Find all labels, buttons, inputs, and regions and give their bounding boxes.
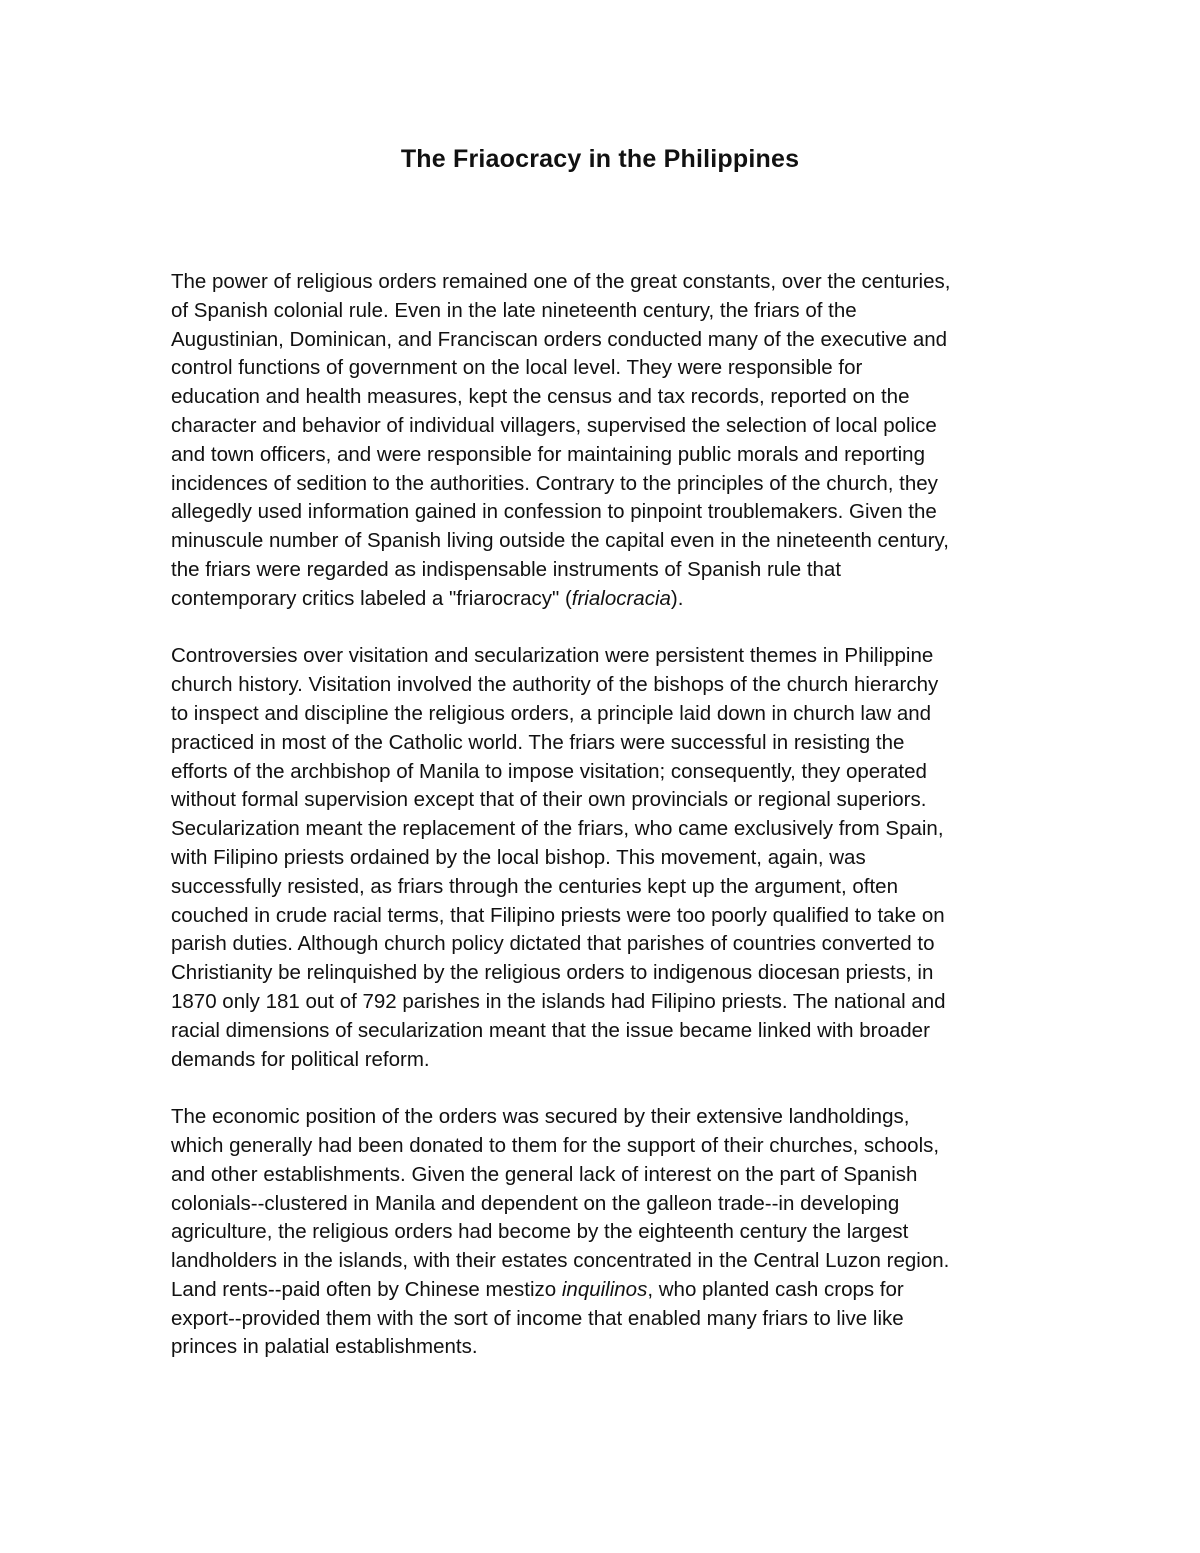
text-line: of Spanish colonial rule. Even in the late nineteenth century, the friars of the: [171, 298, 857, 322]
paragraph-2: [171, 642, 1051, 1074]
text-segment: ).: [670, 586, 684, 610]
text-line: demands for political reform.: [171, 1047, 430, 1071]
text-line: 1870 only 181 out of 792 parishes in the islands had Filipino priests. The national and: [171, 989, 946, 1013]
text-line: practiced in most of the Catholic world. The friars were successful in resisting the: [171, 730, 905, 754]
italic-term: frialocracia: [571, 586, 671, 610]
text-segment: Land rents--paid often by Chinese mestizo: [171, 1277, 562, 1301]
text-line: allegedly used information gained in confession to pinpoint troublemakers. Given the: [171, 500, 937, 524]
paragraph-3: [171, 1103, 1051, 1362]
text-line: Christianity be relinquished by the religious orders to indigenous diocesan priests, in: [171, 961, 934, 985]
text-line: couched in crude racial terms, that Filipino priests were too poorly qualified to take on: [171, 903, 945, 927]
text-line: parish duties. Although church policy dictated that parishes of countries converted to: [171, 932, 935, 956]
text-line: The power of religious orders remained one of the great constants, over the centuries,: [171, 270, 951, 293]
text-line: incidences of sedition to the authorities. Contrary to the principles of the church, they: [171, 471, 938, 495]
text-line: racial dimensions of secularization meant that the issue became linked with broader: [171, 1018, 930, 1042]
text-line-with-italic: [171, 585, 1051, 614]
text-line: and town officers, and were responsible for maintaining public morals and reporting: [171, 442, 925, 466]
text-line: Secularization meant the replacement of the friars, who came exclusively from Spain,: [171, 817, 944, 841]
text-line: colonials--clustered in Manila and dependent on the galleon trade--in developing: [171, 1191, 900, 1215]
text-line: without formal supervision except that of their own provincials or regional superiors.: [171, 788, 927, 812]
text-line: Augustinian, Dominican, and Franciscan orders conducted many of the executive and: [171, 327, 948, 351]
italic-term: inquilinos: [561, 1277, 648, 1301]
text-line: and other establishments. Given the general lack of interest on the part of Spanish: [171, 1162, 918, 1186]
text-line: to inspect and discipline the religious orders, a principle laid down in church law and: [171, 701, 932, 725]
text-line: which generally had been donated to them for the support of their churches, schools,: [171, 1133, 940, 1157]
text-line: character and behavior of individual villagers, supervised the selection of local police: [171, 413, 937, 437]
text-line: export--provided them with the sort of income that enabled many friars to live like: [171, 1306, 904, 1330]
text-line: control functions of government on the local level. They were responsible for: [171, 356, 863, 380]
text-line-with-italic: [171, 1276, 1051, 1305]
text-segment: , who planted cash crops for: [647, 1277, 904, 1301]
text-line: the friars were regarded as indispensable instruments of Spanish rule that: [171, 557, 842, 581]
text-line: agriculture, the religious orders had become by the eighteenth century the largest: [171, 1220, 909, 1244]
text-line: landholders in the islands, with their estates concentrated in the Central Luzon region.: [171, 1249, 950, 1273]
text-segment: contemporary critics labeled a "friarocracy" (: [171, 586, 572, 610]
text-line: minuscule number of Spanish living outside the capital even in the nineteenth century,: [171, 529, 949, 553]
text-line: education and health measures, kept the census and tax records, reported on the: [171, 385, 910, 409]
text-line: successfully resisted, as friars through the centuries kept up the argument, often: [171, 874, 898, 898]
text-line: church history. Visitation involved the authority of the bishops of the church hierarchy: [171, 673, 939, 697]
paragraph-1: [171, 268, 1051, 614]
text-line: princes in palatial establishments.: [171, 1335, 478, 1359]
text-line: The economic position of the orders was secured by their extensive landholdings,: [171, 1105, 910, 1129]
text-line: Controversies over visitation and secularization were persistent themes in Philippine: [171, 644, 934, 668]
document-title: The Friaocracy in the Philippines: [400, 145, 800, 173]
document-body: [171, 268, 1051, 1391]
text-line: with Filipino priests ordained by the local bishop. This movement, again, was: [171, 845, 866, 869]
text-line: efforts of the archbishop of Manila to impose visitation; consequently, they operated: [171, 759, 927, 783]
